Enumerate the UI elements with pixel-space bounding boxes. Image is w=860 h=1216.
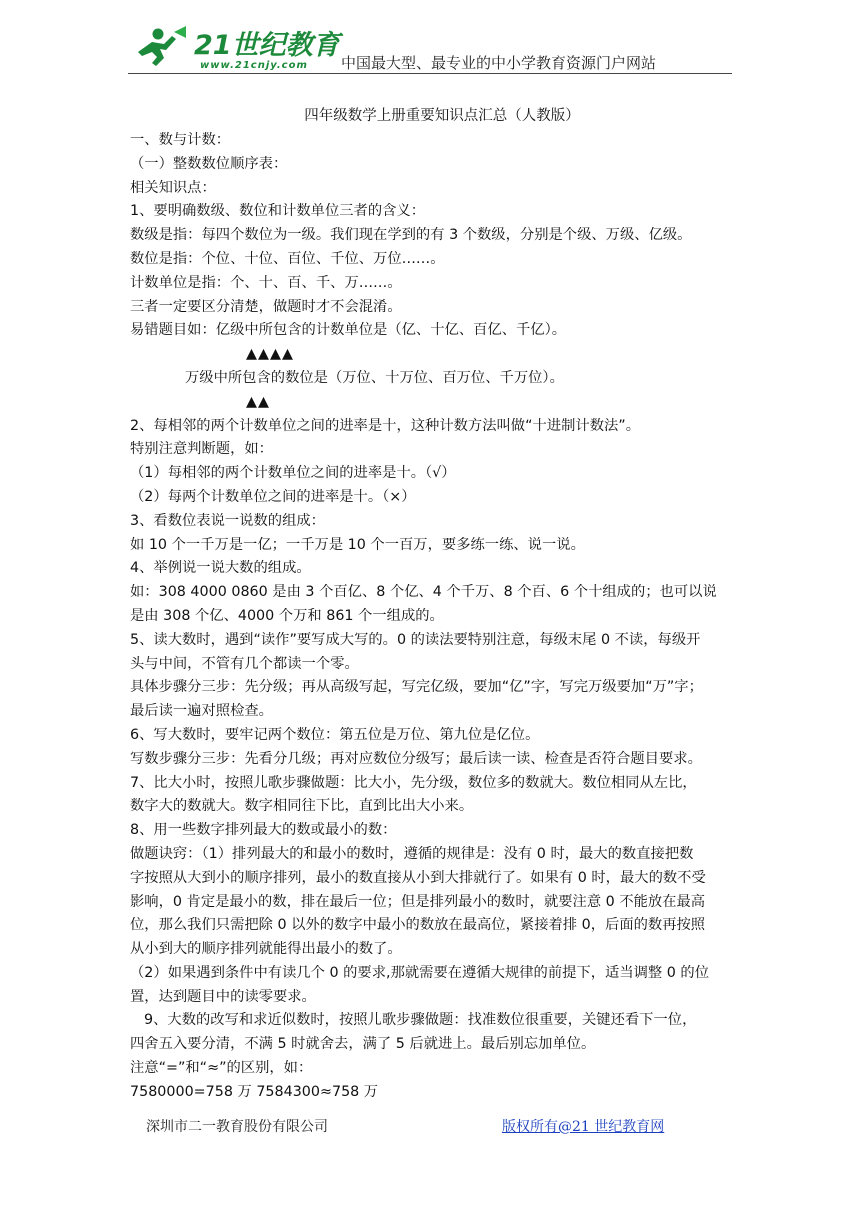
text-line: 5、读大数时，遇到“读作”要写成大写的。0 的读法要特别注意，每级末尾 0 不读，每级开 [130, 631, 701, 648]
text-line: 3、看数位表说一说数的组成： [130, 512, 325, 529]
text-line: 注意“=”和“≈”的区别，如： [130, 1060, 313, 1077]
text-line: （1）每相邻的两个计数单位之间的进率是十。（√） [130, 465, 456, 482]
text-line: 特别注意判断题，如： [130, 441, 273, 458]
text-line: 数字大的数就大。数字相同往下比，直到比出大小来。 [130, 798, 474, 815]
document-body [130, 104, 734, 1105]
text-line: （2）如果遇到条件中有读几个 0 的要求,那就需要在遵循大规律的前提下，适当调整 0 的位 [130, 964, 709, 981]
text-line: 做题诀窍：（1）排列最大的和最小的数时，遵循的规律是：没有 0 时，最大的数直接把数 [130, 845, 694, 862]
text-line: 9、大数的改写和求近似数时，按照儿歌步骤做题：找准数位很重要，关键还看下一位， [144, 1012, 697, 1029]
triangle-markers: ▲▲▲▲ [246, 346, 294, 363]
text-line: 字按照从大到小的顺序排列，最小的数直接从小到大排就行了。如果有 0 时，最大的数不受 [130, 869, 706, 886]
text-line: 计数单位是指：个、十、百、千、万……。 [130, 274, 402, 291]
site-tagline: 中国最大型、最专业的中小学教育资源门户网站 [341, 54, 657, 72]
text-line: 如：308 4000 0860 是由 3 个百亿、8 个亿、4 个千万、8 个百、6 个十组成的；也可以说 [130, 584, 717, 601]
text-line: 最后读一遍对照检查。 [130, 703, 273, 720]
text-line: 三者一定要区分清楚，做题时才不会混淆。 [130, 298, 402, 315]
text-line: 从小到大的顺序排列就能得出最小的数了。 [130, 941, 402, 958]
header-divider [128, 73, 732, 74]
logo [128, 22, 348, 72]
page-header [128, 22, 732, 74]
runner-head-icon [153, 29, 164, 40]
text-line: 如 10 个一千万是一亿；一千万是 10 个一百万，要多练一练、说一说。 [130, 536, 585, 553]
text-line: 8、用一些数字排列最大的数或最小的数： [130, 822, 397, 839]
text-line: 具体步骤分三步：先分级；再从高级写起，写完亿级，要加“亿”字，写完万级要加“万”字； [130, 679, 703, 696]
text-line: 位，那么我们只需把除 0 以外的数字中最小的数放在最高位，紧接着排 0，后面的数再按照 [130, 917, 706, 934]
text-line: 数位是指：个位、十位、百位、千位、万位……。 [130, 250, 445, 267]
text-line: 6、写大数时，要牢记两个数位：第五位是万位、第九位是亿位。 [130, 726, 540, 743]
text-line: （2）每两个计数单位之间的进率是十。（×） [130, 488, 416, 505]
text-line: 7、比大小时，按照儿歌步骤做题：比大小，先分级，数位多的数就大。数位相同从左比， [130, 774, 697, 791]
logo-text: 21世纪教育 [194, 30, 340, 61]
text-line: 1、要明确数级、数位和计数单位三者的含义： [130, 203, 426, 220]
text-line: 四舍五入要分清，不满 5 时就舍去，满了 5 后就进上。最后别忘加单位。 [130, 1036, 596, 1053]
text-line: 写数步骤分三步：先看分几级；再对应数位分级写；最后读一读、检查是否符合题目要求。 [130, 750, 702, 767]
section-heading: 一、数与计数： [130, 132, 231, 148]
subsection-heading: （一）整数数位顺序表： [130, 155, 288, 172]
footer-copyright-link[interactable]: 版权所有@21 世纪教育网 [502, 1119, 665, 1135]
footer-company: 深圳市二一教育股份有限公司 [146, 1119, 328, 1135]
text-line: 易错题目如：亿级中所包含的计数单位是（亿、十亿、百亿、千亿）。 [130, 322, 567, 339]
text-line: 万级中所包含的数位是（万位、十万位、百万位、千万位）。 [185, 369, 564, 386]
triangle-markers: ▲▲ [246, 393, 270, 410]
document-title: 四年级数学上册重要知识点汇总（人教版） [304, 108, 580, 124]
logo-url: www.21cnjy.com [200, 60, 308, 71]
text-line: 相关知识点： [130, 179, 216, 196]
text-line: 2、每相邻的两个计数单位之间的进率是十，这种计数方法叫做“十进制计数法”。 [130, 417, 640, 434]
runner-body-icon [138, 36, 176, 66]
text-line: 头与中间，不管有几个都读一个零。 [130, 655, 359, 672]
text-line: 4、举例说一说大数的组成。 [130, 560, 311, 577]
text-line: 影响，0 肯定是最小的数，排在最后一位；但是排列最小的数时，就要注意 0 不能放在最高 [130, 893, 706, 910]
runner-flag-icon [174, 26, 186, 38]
text-line: 数级是指：每四个数位为一级。我们现在学到的有 3 个数级，分别是个级、万级、亿级。 [130, 227, 692, 244]
text-line: 置，达到题目中的读零要求。 [130, 988, 316, 1005]
text-line: 7580000=758 万 7584300≈758 万 [130, 1083, 379, 1100]
text-line: 是由 308 个亿、4000 个万和 861 个一组成的。 [130, 607, 444, 624]
